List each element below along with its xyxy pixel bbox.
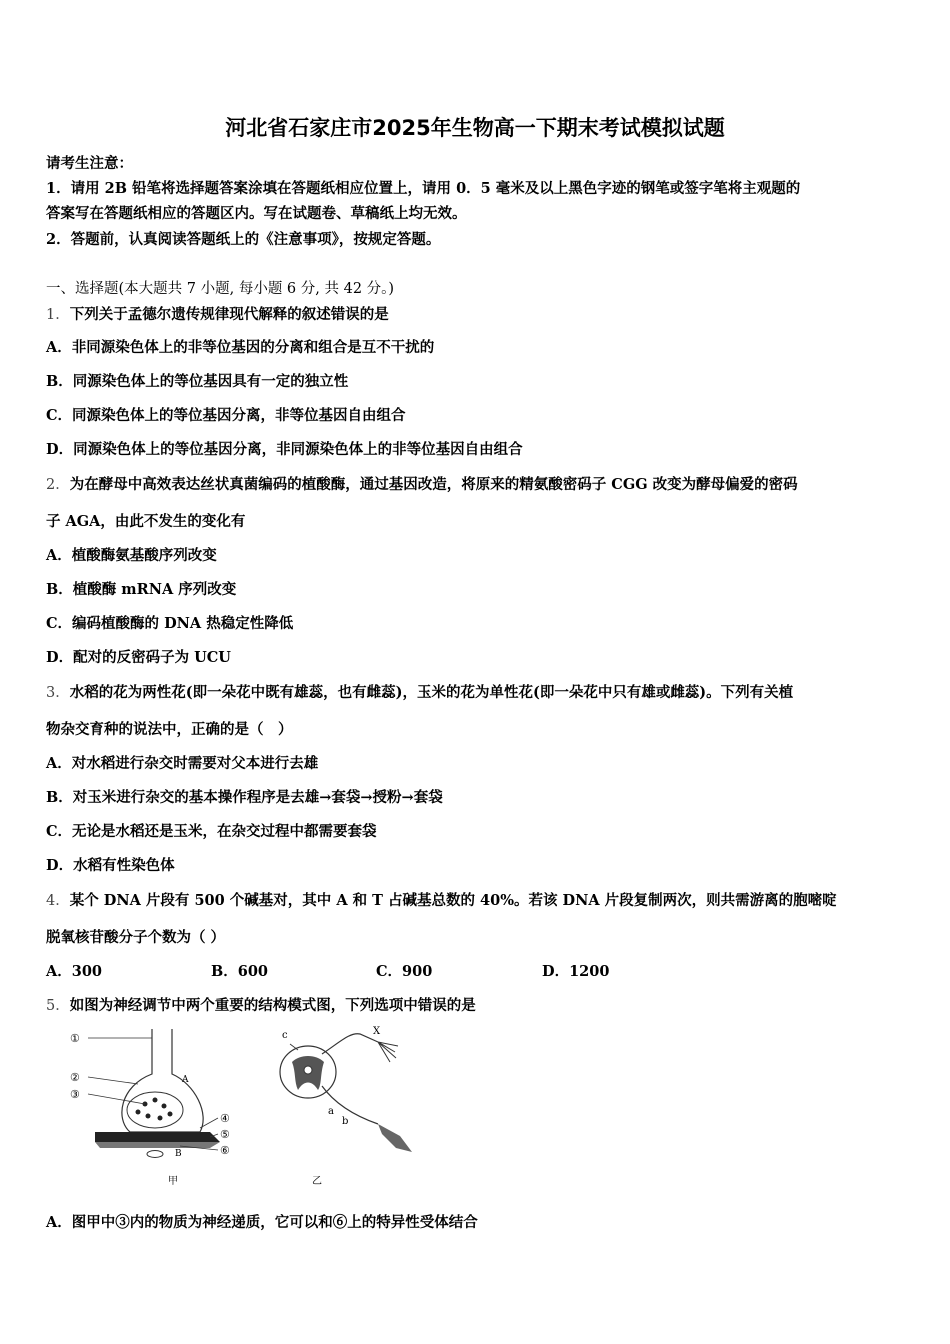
question-2-stem-line2: 子 AGA，由此不发生的变化有 (46, 513, 246, 530)
question-4-option-c: C．900 (376, 963, 433, 980)
figure-caption-yi: 乙 (312, 1176, 322, 1187)
question-5-option-a: A．图甲中③内的物质为神经递质，它可以和⑥上的特异性受体结合 (46, 1214, 478, 1231)
question-4-stem-line2: 脱氧核苷酸分子个数为（ ） (46, 929, 226, 946)
notice-item2: 2．答题前，认真阅读答题纸上的《注意事项》，按规定答题。 (46, 231, 441, 248)
question-3-number: 3． (46, 685, 70, 701)
question-2-option-a: A．植酸酶氨基酸序列改变 (46, 547, 217, 564)
figure-label-b: b (342, 1116, 349, 1127)
question-3-option-d: D．水稻有性染色体 (46, 857, 175, 874)
synapse-diagram (70, 1029, 230, 1187)
question-1-text: 下列关于孟德尔遗传规律现代解释的叙述错误的是 (69, 306, 389, 323)
question-1-option-b: B．同源染色体上的等位基因具有一定的独立性 (46, 373, 349, 390)
figure-label-4: ④ (220, 1112, 230, 1125)
figure-label-c: c (282, 1030, 288, 1041)
question-3-option-b: B．对玉米进行杂交的基本操作程序是去雄→套袋→授粉→套袋 (46, 789, 443, 806)
question-1-option-a: A．非同源染色体上的非等位基因的分离和组合是互不干扰的 (46, 339, 435, 356)
question-2-option-c: C．编码植酸酶的 DNA 热稳定性降低 (46, 615, 294, 632)
question-2-number: 2． (46, 477, 70, 493)
question-5-text: 如图为神经调节中两个重要的结构模式图，下列选项中错误的是 (69, 997, 476, 1014)
question-4-option-d: D．1200 (542, 963, 610, 980)
question-1-option-c: C．同源染色体上的等位基因分离，非等位基因自由组合 (46, 407, 406, 424)
question-1-option-d: D．同源染色体上的等位基因分离，非同源染色体上的非等位基因自由组合 (46, 441, 523, 458)
page-title: 河北省石家庄市2025年生物高一下期末考试模拟试题 (225, 116, 725, 140)
question-2-option-b: B．植酸酶 mRNA 序列改变 (46, 581, 237, 598)
figure-label-3: ③ (70, 1088, 80, 1101)
question-4-option-a: A．300 (46, 963, 103, 980)
figure-label-1: ① (70, 1032, 80, 1045)
figure-caption-jia: 甲 (168, 1176, 178, 1187)
figure-label-2: ② (70, 1071, 80, 1084)
question-5-stem (46, 994, 476, 1015)
notice-heading: 请考生注意： (46, 155, 133, 172)
figure-label-6: ⑥ (220, 1144, 230, 1157)
nerve-structure-figure (60, 1024, 420, 1189)
question-3-option-a: A．对水稻进行杂交时需要对父本进行去雄 (46, 755, 319, 772)
section-heading: 一、选择题(本大题共 7 小题, 每小题 6 分, 共 42 分。) (46, 281, 395, 297)
figure-label-5: ⑤ (220, 1128, 230, 1141)
figure-label-B: B (175, 1149, 182, 1159)
question-4-number: 4． (46, 893, 70, 909)
notice-item1-line2: 答案写在答题纸相应的答题区内。写在试题卷、草稿纸上均无效。 (46, 205, 467, 222)
question-3-option-c: C．无论是水稻还是玉米，在杂交过程中都需要套袋 (46, 823, 377, 840)
figure-label-x: X (373, 1026, 381, 1037)
question-2-stem-line1 (46, 473, 798, 494)
question-5-number: 5． (46, 998, 70, 1014)
notice-item1-line1: 1．请用 2B 铅笔将选择题答案涂填在答题纸相应位置上，请用 0．5 毫米及以上黑色字迹的钢笔或签字笔将主观题的 (46, 180, 801, 197)
question-2-option-d: D．配对的反密码子为 UCU (46, 649, 231, 666)
question-4-stem-line1 (46, 889, 837, 910)
question-1-number: 1． (46, 307, 70, 323)
question-3-text: 水稻的花为两性花(即一朵花中既有雄蕊，也有雌蕊)，玉米的花为单性花(即一朵花中只有雄或雌蕊)。下列有关植 (69, 684, 794, 701)
figure-label-A: A (182, 1075, 189, 1085)
figure-label-a: a (328, 1106, 334, 1117)
question-4-text: 某个 DNA 片段有 500 个碱基对，其中 A 和 T 占碱基总数的 40%。若该 DNA 片段复制两次，则共需游离的胞嘧啶 (69, 892, 837, 909)
question-1-stem (46, 303, 389, 324)
question-4-option-b: B．600 (211, 963, 269, 980)
reflex-arc-diagram (280, 1026, 412, 1187)
question-3-stem-line2: 物杂交育种的说法中，正确的是（ ） (46, 721, 293, 738)
question-3-stem-line1 (46, 681, 793, 702)
question-2-text: 为在酵母中高效表达丝状真菌编码的植酸酶，通过基因改造，将原来的精氨酸密码子 CGG 改变为酵母偏爱的密码 (69, 476, 798, 493)
